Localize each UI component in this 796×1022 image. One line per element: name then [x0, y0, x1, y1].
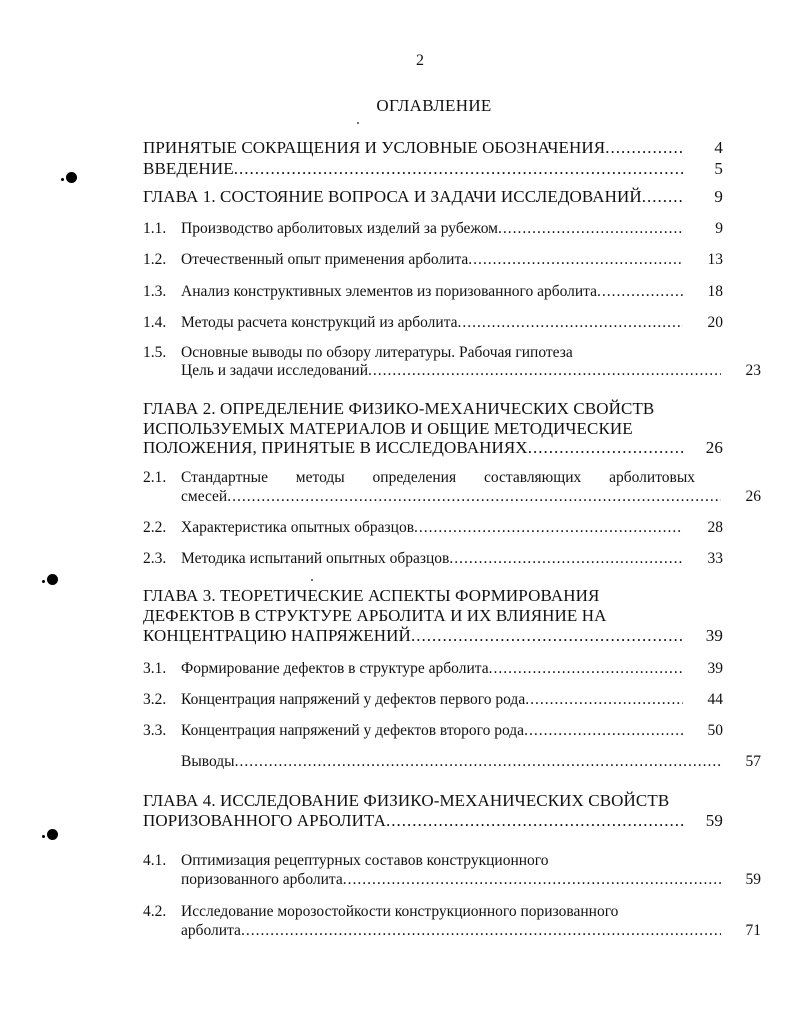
leader-dots — [524, 720, 683, 742]
toc-entry-title: Производство арболитовых изделий за рубежом — [181, 220, 498, 237]
toc-entry-page: 44 — [707, 691, 723, 708]
leader-dots — [343, 869, 721, 891]
toc-entry-number: 1.4. — [143, 314, 167, 331]
toc-entry-page: 26 — [705, 438, 723, 457]
toc-entry-title: Выводы — [181, 753, 235, 770]
leader-dots — [498, 218, 683, 240]
toc-entry-title: Методы расчета конструкций из арболита — [181, 314, 458, 331]
toc-entry-title: ПРИНЯТЫЕ СОКРАЩЕНИЯ И УСЛОВНЫЕ ОБОЗНАЧЕНИЯ — [143, 138, 606, 157]
toc-entry-continuation — [143, 486, 761, 508]
toc-entry — [143, 585, 723, 607]
toc-entry-number: 3.2. — [143, 691, 167, 708]
toc-entry — [143, 281, 723, 303]
toc-entry-page: 5 — [714, 159, 723, 178]
toc-entry-title: ГЛАВА 3. ТЕОРЕТИЧЕСКИЕ АСПЕКТЫ ФОРМИРОВАНИЯ — [143, 586, 600, 605]
toc-entry-page: 9 — [715, 220, 723, 237]
leader-dots — [458, 312, 683, 334]
leader-dots — [642, 186, 683, 208]
leader-dots — [489, 658, 683, 680]
page-number: 2 — [416, 52, 424, 69]
toc-entry-title: ГЛАВА 1. СОСТОЯНИЕ ВОПРОСА И ЗАДАЧИ ИССЛЕДОВАНИЙ — [143, 187, 642, 206]
leader-dots — [525, 689, 683, 711]
leader-dots — [411, 625, 683, 647]
toc-entry — [143, 751, 761, 773]
punch-hole-mark — [66, 172, 77, 183]
toc-entry-title-line3: КОНЦЕНТРАЦИЮ НАПРЯЖЕНИЙ — [143, 626, 411, 645]
toc-entry — [143, 548, 723, 570]
leader-dots — [227, 486, 721, 508]
toc-entry-page: 4 — [714, 138, 723, 157]
toc-entry-page: 59 — [745, 871, 761, 888]
toc-entry-page: 71 — [745, 922, 761, 939]
toc-entry-page: 9 — [714, 187, 723, 206]
toc-entry-title: Методика испытаний опытных образцов — [181, 550, 450, 567]
toc-entry-title-line2: поризованного арболита — [181, 871, 343, 888]
toc-entry-title-line2: смесей — [181, 488, 228, 505]
toc-entry-number: 4.1. — [143, 852, 167, 869]
toc-entry-title-line2: ПОРИЗОВАННОГО АРБОЛИТА — [143, 811, 387, 830]
toc-entry-page: 59 — [705, 811, 723, 830]
toc-entry-page: 33 — [707, 550, 723, 567]
toc-entry-title-line3: ПОЛОЖЕНИЯ, ПРИНЯТЫЕ В ИССЛЕДОВАНИЯХ — [143, 438, 528, 457]
leader-dots — [468, 249, 683, 271]
toc-entry-title: Анализ конструктивных элементов из поризованного арболита — [181, 283, 598, 300]
toc-entry — [143, 137, 723, 159]
toc-entry-title: Исследование морозостойкости конструкционного поризованного — [181, 903, 619, 920]
toc-entry — [143, 517, 723, 539]
toc-entry-title: ВВЕДЕНИЕ — [143, 159, 234, 178]
scan-speck — [357, 122, 359, 124]
toc-entry-continuation — [143, 360, 761, 382]
punch-hole-mark — [47, 574, 58, 585]
toc-entry-number: 2.3. — [143, 550, 167, 567]
toc-entry-continuation — [143, 625, 723, 647]
toc-entry-number: 2.1. — [143, 469, 167, 486]
toc-entry-title: ГЛАВА 4. ИССЛЕДОВАНИЕ ФИЗИКО-МЕХАНИЧЕСКИХ СВОЙСТВ — [143, 791, 670, 810]
toc-entry — [143, 398, 723, 420]
toc-entry — [143, 312, 723, 334]
toc-entry-number: 1.2. — [143, 251, 167, 268]
toc-entry-page: 18 — [707, 283, 723, 300]
toc-entry-title-line2: арболита — [181, 922, 241, 939]
toc-entry-page: 28 — [707, 519, 723, 536]
toc-entry-page: 20 — [707, 314, 723, 331]
toc-entry-title: Оптимизация рецептурных составов конструкционного — [181, 852, 549, 869]
toc-entry-number: 3.1. — [143, 660, 167, 677]
toc-entry-page: 23 — [745, 362, 761, 379]
toc-entry — [143, 689, 723, 711]
leader-dots — [368, 360, 721, 382]
toc-entry-page: 26 — [745, 488, 761, 505]
leader-dots — [597, 281, 683, 303]
toc-entry-page: 39 — [707, 660, 723, 677]
toc-entry — [143, 658, 723, 680]
toc-entry-title: Формирование дефектов в структуре арболита — [181, 660, 489, 677]
toc-entry-title-line2: Цель и задачи исследований — [181, 362, 369, 379]
toc-entry-title: Стандартные методы определения составляющих арболитовых — [181, 469, 695, 486]
leader-dots — [234, 158, 683, 180]
leader-dots — [449, 548, 683, 570]
toc-entry — [143, 158, 723, 180]
toc-entry-continuation — [143, 810, 723, 832]
toc-entry-number: 4.2. — [143, 903, 167, 920]
scan-speck — [311, 579, 313, 581]
toc-entry-page: 57 — [745, 753, 761, 770]
toc-entry — [143, 218, 723, 240]
punch-hole-mark — [47, 829, 58, 840]
toc-entry — [143, 186, 723, 208]
toc-entry-title: Отечественный опыт применения арболита — [181, 251, 469, 268]
toc-entry — [143, 790, 723, 812]
toc-entry — [143, 720, 723, 742]
toc-entry-title: Основные выводы по обзору литературы. Рабочая гипотеза — [181, 344, 573, 361]
toc-entry-number: 1.1. — [143, 220, 167, 237]
toc-entry-title: Концентрация напряжений у дефектов первого рода — [181, 691, 526, 708]
leader-dots — [414, 517, 683, 539]
leader-dots — [235, 751, 721, 773]
toc-entry — [143, 249, 723, 271]
toc-entry-title: ГЛАВА 2. ОПРЕДЕЛЕНИЕ ФИЗИКО-МЕХАНИЧЕСКИХ СВОЙСТВ — [143, 399, 655, 418]
toc-entry-title: Концентрация напряжений у дефектов второго рода — [181, 722, 525, 739]
page-title: ОГЛАВЛЕНИЕ — [376, 96, 492, 115]
leader-dots — [386, 810, 683, 832]
toc-entry-title-line2: ДЕФЕКТОВ В СТРУКТУРЕ АРБОЛИТА И ИХ ВЛИЯНИЕ НА — [143, 606, 607, 625]
toc-entry-continuation — [143, 920, 761, 942]
toc-entry-number: 3.3. — [143, 722, 167, 739]
toc-entry-title: Характеристика опытных образцов — [181, 519, 415, 536]
toc-entry-title-line2: ИСПОЛЬЗУЕМЫХ МАТЕРИАЛОВ И ОБЩИЕ МЕТОДИЧЕСКИЕ — [143, 419, 633, 438]
toc-entry-continuation — [143, 437, 723, 459]
leader-dots — [528, 437, 683, 459]
leader-dots — [241, 920, 721, 942]
toc-entry-page: 13 — [707, 251, 723, 268]
toc-entry-number: 1.3. — [143, 283, 167, 300]
leader-dots — [605, 137, 683, 159]
toc-entry-page: 50 — [707, 722, 723, 739]
toc-entry-page: 39 — [705, 626, 723, 645]
toc-entry-number: 2.2. — [143, 519, 167, 536]
toc-entry-continuation — [143, 605, 723, 627]
toc-entry-number: 1.5. — [143, 344, 167, 361]
toc-entry-continuation — [143, 869, 761, 891]
